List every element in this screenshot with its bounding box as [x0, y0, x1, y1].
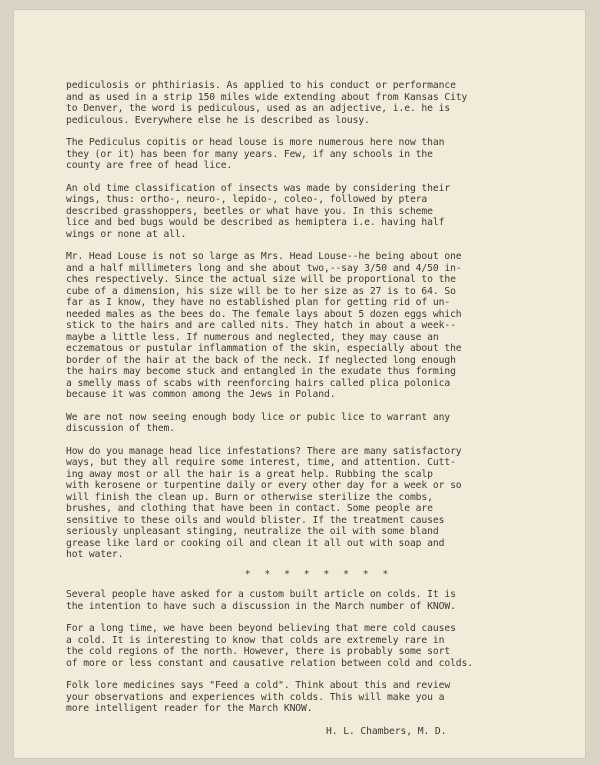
author-signature: H. L. Chambers, M. D.	[326, 725, 447, 737]
paragraph-feed-a-cold: Folk lore medicines says "Feed a cold". Think about this and review your observations and experiences with colds. This will make you a more intelligent reader for the March KNOW.	[66, 680, 451, 714]
paragraph-size-and-nits: Mr. Head Louse is not so large as Mrs. Head Louse--he being about one and a half millimeters long and she about two,--say 3/50 and 4/50 in- ches respectively. Since the actual size will be proportional to the cube of a dimension, his size will be to her size as 27 is to 64. So far as I know, they have no established plan for getting rid of un- needed males as the bees do. The female lays about 5 dozen eggs which stick to the hairs and are called nits. They hatch in about a week-- maybe a little less. If numerous and neglected, they may cause an eczematous or pustular inflammation of the skin, especially about the border of the hair at the back of the neck. If neglected long enough the hairs may become stuck and entangled in the exudate thus forming a smelly mass of scabs with reenforcing hairs called plica polonica because it was common among the Jews in Poland.	[66, 251, 462, 400]
document-body	[66, 80, 571, 737]
section-separator: * * * * * * * *	[244, 568, 393, 580]
paragraph-pediculosis: pediculosis or phthiriasis. As applied to his conduct or performance and as used in a strip 150 miles wide extending about from Kansas City to Denver, the word is pediculous, used as an adjective, i.e. he is pediculous. Everywhere else he is described as lousy.	[66, 80, 468, 126]
paragraph-body-lice: We are not now seeing enough body lice or pubic lice to warrant any discussion of them.	[66, 411, 451, 434]
paragraph-classification: An old time classification of insects was made by considering their wings, thus: ortho-, neuro-, lepido-, coleo-, followed by ptera described grasshoppers, beetles or what have you. In this scheme lice and bed bugs would be described as hemiptera i.e. having half wings or none at all.	[66, 182, 451, 240]
paragraph-cold-causes: For a long time, we have been beyond believing that mere cold causes a cold. It is interesting to know that colds are extremely rare in the cold regions of the north. However, there is probably some sort of more or less constant and causative relation between cold and colds.	[66, 623, 473, 669]
paragraph-head-louse: The Pediculus copitis or head louse is more numerous here now than they (or it) has been for many years. Few, if any schools in the county are free of head lice.	[66, 137, 445, 171]
paragraph-colds-article: Several people have asked for a custom built article on colds. It is the intention to have such a discussion in the March number of KNOW.	[66, 589, 456, 612]
document-page	[14, 10, 585, 758]
paragraph-treatment: How do you manage head lice infestations? There are many satisfactory ways, but they all require some interest, time, and attention. Cutt- ing away most or all the hair is a great help. Rubbing the scalp with kerosene or turpentine daily or every other day for a week or so will finish the clean up. Burn or otherwise sterilize the combs, brushes, and clothing that have been in contact. Some people are sensitive to these oils and would blister. If the treatment causes seriously unpleasant stinging, neutralize the oil with some bland grease like lard or cooking oil and clean it all out with soap and hot water.	[66, 445, 462, 560]
